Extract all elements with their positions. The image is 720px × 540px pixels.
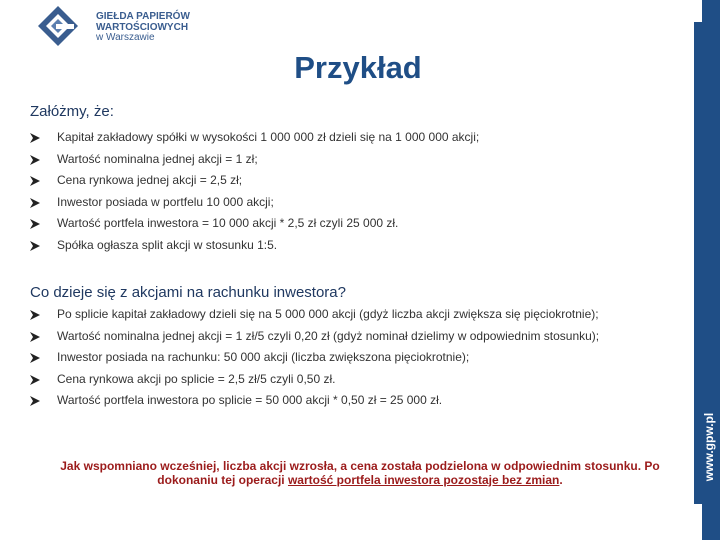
list-item-text: Po splicie kapitał zakładowy dzieli się na 5 000 000 akcji (gdyż liczba akcji zwiększa się pięciokrotnie); [57, 307, 599, 321]
list-item-text: Wartość nominalna jednej akcji = 1 zł; [57, 151, 258, 166]
list-item [30, 369, 599, 391]
list-item [30, 235, 479, 257]
arrow-bullet-icon [30, 198, 40, 208]
list-item-text: Wartość portfela inwestora po splicie = 50 000 akcji * 0,50 zł = 25 000 zł. [57, 393, 443, 408]
list-item [30, 213, 479, 235]
site-url[interactable]: www.gpw.pl [702, 412, 716, 482]
gpw-logo-mark-icon [34, 4, 82, 48]
list-item [30, 347, 599, 369]
assumptions-list [30, 127, 479, 257]
logo-text [96, 12, 190, 44]
list-item-text: Cena rynkowa akcji po splicie = 2,5 zł/5 czyli 0,50 zł. [57, 371, 336, 386]
logo-line-1: GIEŁDA PAPIERÓW [96, 11, 190, 22]
list-item-text: Wartość nominalna jednej akcji = 1 zł/5 czyli 0,20 zł (gdyż nominał dzielimy w odpowiednim stosunku); [57, 328, 600, 343]
logo-line-3: w Warszawie [96, 32, 155, 43]
list-item-text: Spółka ogłasza split akcji w stosunku 1:5. [57, 237, 278, 252]
gpw-logo[interactable] [34, 4, 194, 48]
side-band-notch-top [694, 0, 702, 22]
side-band-notch-bottom [694, 504, 702, 540]
logo-line-2: WARTOŚCIOWYCH [96, 21, 189, 33]
split-effects-list [30, 304, 599, 412]
list-item-text: Wartość portfela inwestora = 10 000 akcji * 2,5 zł czyli 25 000 zł. [57, 216, 399, 231]
arrow-bullet-icon [30, 219, 40, 229]
list-item [30, 192, 479, 214]
arrow-bullet-icon [30, 332, 40, 342]
arrow-bullet-icon [30, 133, 40, 143]
section-1-heading: Załóżmy, że: [30, 103, 114, 120]
list-item [30, 127, 479, 149]
note-underlined-text: wartość portfela inwestora pozostaje bez zmian [287, 473, 560, 487]
list-item-text: Cena rynkowa jednej akcji = 2,5 zł; [57, 173, 243, 188]
list-item [30, 304, 599, 326]
arrow-bullet-icon [30, 241, 40, 251]
arrow-bullet-icon [30, 176, 40, 186]
list-item-text: Inwestor posiada w portfelu 10 000 akcji; [57, 194, 274, 209]
arrow-bullet-icon [30, 310, 40, 320]
conclusion-note [30, 459, 690, 487]
list-item [30, 149, 479, 171]
note-text: Jak wspomniano wcześniej, liczba akcji wzrosła, a cena została podzielona w odpowiednim stosunku. Po dokonaniu tej operacji [60, 459, 660, 487]
note-end: . [559, 473, 563, 487]
arrow-bullet-icon [30, 396, 40, 406]
list-item [30, 326, 599, 348]
list-item [30, 390, 599, 412]
list-item-text: Kapitał zakładowy spółki w wysokości 1 000 000 zł dzieli się na 1 000 000 akcji; [57, 130, 480, 144]
slide-title: Przykład [294, 50, 422, 85]
section-2-heading: Co dzieje się z akcjami na rachunku inwestora? [30, 284, 346, 301]
arrow-bullet-icon [30, 155, 40, 165]
list-item-text: Inwestor posiada na rachunku: 50 000 akcji (liczba zwiększona pięciokrotnie); [57, 350, 470, 365]
arrow-bullet-icon [30, 375, 40, 385]
list-item [30, 170, 479, 192]
arrow-bullet-icon [30, 353, 40, 363]
